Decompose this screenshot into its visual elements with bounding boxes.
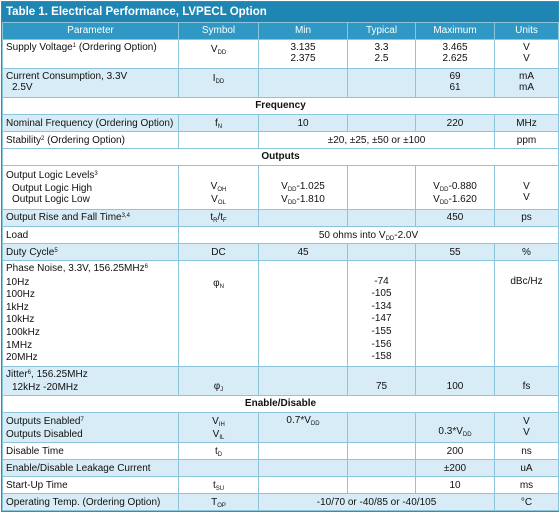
list-item: -156 xyxy=(371,338,392,350)
unit-cell: fs xyxy=(495,367,559,396)
table-row-output-logic xyxy=(3,166,559,210)
symbol-cell xyxy=(179,460,259,477)
value-cell: 50 ohms into $V_{DD}-2.0V$ xyxy=(179,227,559,244)
unit-cell: dBc/Hz xyxy=(495,261,559,367)
min-cell xyxy=(259,477,348,494)
param-cell: Operating Temp. (Ordering Option) xyxy=(3,494,179,511)
typical-cell xyxy=(348,244,416,261)
list-item: 10kHz xyxy=(6,314,35,326)
table-row-rise-fall xyxy=(3,210,559,227)
typical-cell: 75 xyxy=(348,367,416,396)
typical-cell xyxy=(348,69,416,98)
header-min: Min xyxy=(259,23,348,40)
symbol-cell: $t_R/t_F$ xyxy=(179,210,259,227)
max-cell: 3.465 2.625 xyxy=(416,40,495,69)
max-cell: ±200 xyxy=(416,460,495,477)
symbol-cell: $V_{OH}$ $V_{OL}$ xyxy=(179,166,259,210)
min-cell xyxy=(259,460,348,477)
max-cell xyxy=(416,261,495,367)
table-row-startup-time xyxy=(3,477,559,494)
symbol-cell: $\varphi_N$ xyxy=(179,261,259,367)
min-cell xyxy=(259,69,348,98)
unit-cell: V V xyxy=(495,413,559,443)
symbol-cell: $t_D$ xyxy=(179,443,259,460)
param-cell: Outputs Enabled$^7$ Outputs Disabled xyxy=(3,413,179,443)
max-cell: 69 61 xyxy=(416,69,495,98)
param-cell: Supply Voltage$^1$ (Ordering Option) xyxy=(3,40,179,69)
table-row-duty-cycle xyxy=(3,244,559,261)
header-parameter: Parameter xyxy=(3,23,179,40)
typical-cell xyxy=(348,477,416,494)
typical-cell xyxy=(348,261,416,367)
electrical-performance-table xyxy=(2,22,559,511)
param-cell: Output Logic Levels$^3$ Output Logic High Output Logic Low xyxy=(3,166,179,210)
table-row-phase-noise xyxy=(3,261,559,367)
symbol-cell: $V_{IH}$ $V_{IL}$ xyxy=(179,413,259,443)
spec-table-frame xyxy=(1,1,559,512)
list-item: -105 xyxy=(371,288,392,300)
min-cell: 3.135 2.375 xyxy=(259,40,348,69)
list-item: -147 xyxy=(371,313,392,325)
table-row-nominal-frequency xyxy=(3,115,559,132)
typical-cell xyxy=(348,115,416,132)
max-cell: $V_{DD}-0.880$ $V_{DD}-1.620$ xyxy=(416,166,495,210)
value-cell: ±20, ±25, ±50 or ±100 xyxy=(259,132,495,149)
table-row-leakage-current xyxy=(3,460,559,477)
max-cell: 100 xyxy=(416,367,495,396)
param-cell: Enable/Disable Leakage Current xyxy=(3,460,179,477)
min-cell xyxy=(259,261,348,367)
list-item: 20MHz xyxy=(6,352,38,364)
table-row-current-consumption xyxy=(3,69,559,98)
list-item: 10Hz xyxy=(6,276,30,288)
list-item: 100kHz xyxy=(6,326,40,338)
max-cell: 450 xyxy=(416,210,495,227)
param-cell: Current Consumption, 3.3V 2.5V xyxy=(3,69,179,98)
param-cell: Load xyxy=(3,227,179,244)
max-cell: 55 xyxy=(416,244,495,261)
symbol-cell: $f_N$ xyxy=(179,115,259,132)
symbol-cell: $\varphi_J$ xyxy=(179,367,259,396)
header-maximum: Maximum xyxy=(416,23,495,40)
min-cell: $V_{DD}-1.025$ $V_{DD}-1.810$ xyxy=(259,166,348,210)
table-row-operating-temp xyxy=(3,494,559,511)
table-row-disable-time xyxy=(3,443,559,460)
table-row-stability xyxy=(3,132,559,149)
table-row-outputs-enabled xyxy=(3,413,559,443)
symbol-cell: $V_{DD}$ xyxy=(179,40,259,69)
param-cell: Duty Cycle$^5$ xyxy=(3,244,179,261)
list-item: -155 xyxy=(371,325,392,337)
unit-cell: MHz xyxy=(495,115,559,132)
symbol-cell: DC xyxy=(179,244,259,261)
typical-cell xyxy=(348,443,416,460)
max-cell: 220 xyxy=(416,115,495,132)
unit-cell: % xyxy=(495,244,559,261)
unit-cell: ps xyxy=(495,210,559,227)
table-row-supply-voltage xyxy=(3,40,559,69)
unit-cell: V V xyxy=(495,40,559,69)
table-title: Table 1. Electrical Performance, LVPECL Option xyxy=(2,2,558,22)
unit-cell: °C xyxy=(495,494,559,511)
list-item: -74 xyxy=(374,275,389,287)
unit-cell: uA xyxy=(495,460,559,477)
param-cell: Disable Time xyxy=(3,443,179,460)
param-cell: Stability$^2$ (Ordering Option) xyxy=(3,132,179,149)
table-header-row xyxy=(3,23,559,40)
max-cell: 10 xyxy=(416,477,495,494)
section-outputs: Outputs xyxy=(3,149,559,166)
section-frequency: Frequency xyxy=(3,98,559,115)
list-item: 1MHz xyxy=(6,339,33,351)
param-cell: Nominal Frequency (Ordering Option) xyxy=(3,115,179,132)
param-cell: Output Rise and Fall Time$^{3,4}$ xyxy=(3,210,179,227)
min-cell xyxy=(259,443,348,460)
unit-cell: V V xyxy=(495,166,559,210)
max-cell: 200 xyxy=(416,443,495,460)
param-cell: Phase Noise, 3.3V, 156.25MHz$^6$ 10Hz 100Hz 1kHz 10kHz 100kHz 1MHz 20MHz xyxy=(3,261,179,367)
param-cell: Start-Up Time xyxy=(3,477,179,494)
min-cell: $0.7*V_{DD}$ xyxy=(259,413,348,443)
typical-cell: 3.3 2.5 xyxy=(348,40,416,69)
symbol-cell: $I_{DD}$ xyxy=(179,69,259,98)
list-item: 1kHz xyxy=(6,301,29,313)
list-item: 100Hz xyxy=(6,289,35,301)
min-cell: 10 xyxy=(259,115,348,132)
typical-cell xyxy=(348,460,416,477)
min-cell: 45 xyxy=(259,244,348,261)
value-cell: -10/70 or -40/85 or -40/105 xyxy=(259,494,495,511)
symbol-cell: $T_{OP}$ xyxy=(179,494,259,511)
header-units: Units xyxy=(495,23,559,40)
max-cell: $0.3*V_{DD}$ xyxy=(416,413,495,443)
table-row-jitter xyxy=(3,367,559,396)
section-enable-disable: Enable/Disable xyxy=(3,396,559,413)
list-item: -134 xyxy=(371,300,392,312)
min-cell xyxy=(259,210,348,227)
table-row-load xyxy=(3,227,559,244)
symbol-cell xyxy=(179,132,259,149)
unit-cell: mA mA xyxy=(495,69,559,98)
header-typical: Typical xyxy=(348,23,416,40)
typical-cell xyxy=(348,210,416,227)
list-item: -158 xyxy=(371,351,392,363)
unit-cell: ns xyxy=(495,443,559,460)
unit-cell: ms xyxy=(495,477,559,494)
symbol-cell: $t_{SU}$ xyxy=(179,477,259,494)
param-cell: Jitter$^6$, 156.25MHz 12kHz -20MHz xyxy=(3,367,179,396)
header-symbol: Symbol xyxy=(179,23,259,40)
typical-cell xyxy=(348,166,416,210)
min-cell xyxy=(259,367,348,396)
typical-cell xyxy=(348,413,416,443)
unit-cell: ppm xyxy=(495,132,559,149)
